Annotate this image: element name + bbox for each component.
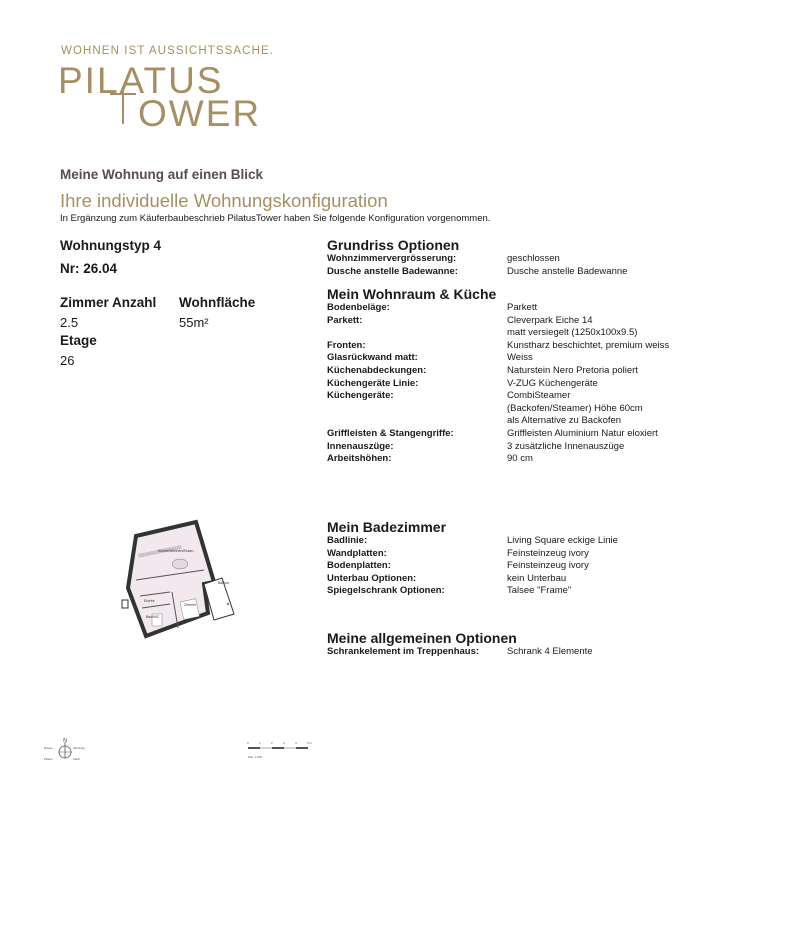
option-value (507, 585, 707, 598)
compass-sw: Pilatus (44, 757, 53, 761)
option-row (327, 340, 707, 353)
scale-tick-label: 2 (271, 741, 273, 745)
option-value (507, 378, 707, 391)
option-value-line: Talsee "Frame" (507, 585, 572, 597)
scale-label: Mst. 1:100 (248, 755, 263, 759)
option-key: Küchengeräte Linie: (327, 377, 419, 389)
option-row (327, 253, 707, 266)
option-value (507, 340, 707, 353)
option-value (507, 315, 707, 340)
logo-line-2-text: OWER (138, 93, 262, 134)
option-row (327, 573, 707, 586)
option-value-line: V-ZUG Küchengeräte (507, 377, 598, 389)
option-row (327, 378, 707, 391)
option-value (507, 560, 707, 573)
option-value (507, 390, 707, 428)
section-grundriss-title: Grundriss Optionen (327, 237, 460, 253)
area-label: Wohnfläche (179, 295, 256, 310)
option-row (327, 453, 707, 466)
option-key: Arbeitshöhen: (327, 453, 392, 465)
option-value-line: Naturstein Nero Pretoria poliert (507, 364, 638, 376)
floor-label: Etage (60, 333, 97, 348)
option-key: Glasrückwand matt: (327, 352, 418, 364)
option-value (507, 441, 707, 454)
option-row (327, 266, 707, 279)
section-allgemein-rows (327, 646, 707, 659)
room-balcony: Balkon (218, 581, 229, 585)
rooms-value: 2.5 (60, 315, 79, 330)
option-value-line: (Backofen/Steamer) Höhe 60cm (507, 402, 643, 414)
brand-logo (58, 60, 262, 134)
option-row (327, 585, 707, 598)
option-row (327, 560, 707, 573)
option-key: Küchengeräte: (327, 390, 394, 402)
intro-subheading: Ihre individuelle Wohnungskonfiguration (60, 190, 388, 211)
option-key: Bodenplatten: (327, 560, 391, 572)
option-value-line: matt versiegelt (1250x100x9.5) (507, 327, 638, 339)
option-key: Spiegelschrank Optionen: (327, 585, 445, 597)
option-value-line: als Alternative zu Backofen (507, 415, 622, 427)
unit-type: Wohnungstyp 4 (60, 238, 161, 253)
option-key: Wandplatten: (327, 547, 387, 559)
section-wohnraum-title: Mein Wohnraum & Küche (327, 286, 497, 302)
room-kitchen: Küche/Wohnen/Essen (158, 549, 194, 553)
option-value (507, 352, 707, 365)
option-value-line: CombiSteamer (507, 390, 571, 402)
compass-w: Rotsee (44, 746, 53, 750)
logo-line-1: PILATUS (58, 60, 224, 101)
option-value (507, 253, 707, 266)
option-value (507, 453, 707, 466)
scale-tick-label: 0 (247, 741, 249, 745)
logo-line-2 (58, 93, 262, 134)
option-key: Schrankelement im Treppenhaus: (327, 646, 480, 657)
option-row (327, 646, 707, 659)
option-row (327, 428, 707, 441)
option-value (507, 646, 707, 659)
option-value-line: Kunstharz beschichtet, premium weiss (507, 339, 670, 351)
section-bad-rows (327, 535, 707, 598)
option-row (327, 365, 707, 378)
scale-ticks (247, 741, 313, 745)
compass-e: Weinberg (73, 746, 85, 750)
option-value (507, 535, 707, 548)
option-key: Dusche anstelle Badewanne: (327, 265, 458, 277)
floor-value: 26 (60, 353, 75, 368)
scale-tick-label: 5 m (307, 741, 313, 745)
room-bath: Bad/WC (146, 615, 160, 619)
scale-tick-label: 3 (283, 741, 285, 745)
option-key: Griffleisten & Stangengriffe: (327, 427, 454, 439)
option-key: Unterbau Optionen: (327, 572, 417, 584)
option-value-line: kein Unterbau (507, 572, 567, 584)
brand-tagline: WOHNEN IST AUSSICHTSSACHE. (61, 45, 275, 57)
option-key: Wohnzimmervergrösserung: (327, 253, 457, 264)
section-bad-title: Mein Badezimmer (327, 519, 447, 535)
option-key: Fronten: (327, 339, 366, 351)
option-value (507, 573, 707, 586)
option-row (327, 315, 707, 340)
option-row (327, 390, 707, 428)
area-value: 55m² (179, 315, 209, 330)
option-value-line: Schrank 4 Elemente (507, 646, 593, 657)
option-value (507, 365, 707, 378)
room-entry: Entrée (144, 599, 155, 603)
option-row (327, 535, 707, 548)
option-value-line: Dusche anstelle Badewanne (507, 265, 628, 277)
option-row (327, 548, 707, 561)
unit-number: Nr: 26.04 (60, 261, 118, 276)
room-bedroom: Zimmer (184, 603, 197, 607)
section-wohnraum-rows (327, 302, 707, 466)
scale-bar (244, 738, 314, 762)
option-key: Badlinie: (327, 535, 368, 546)
option-key: Innenauszüge: (327, 440, 394, 452)
section-grundriss-rows (327, 253, 707, 278)
option-value (507, 266, 707, 279)
option-value-line: geschlossen (507, 253, 560, 264)
option-value (507, 302, 707, 315)
option-row (327, 441, 707, 454)
intro-heading: Meine Wohnung auf einen Blick (60, 167, 264, 182)
scale-tick-label: 1 (259, 741, 261, 745)
option-key: Küchenabdeckungen: (327, 364, 427, 376)
option-key: Bodenbeläge: (327, 302, 390, 313)
option-value-line: Living Square eckige Linie (507, 535, 618, 546)
option-value-line: Griffleisten Aluminium Natur eloxiert (507, 427, 658, 439)
compass-icon (42, 736, 90, 764)
option-value-line: Feinsteinzeug ivory (507, 560, 589, 572)
option-value-line: 3 zusätzliche Innenauszüge (507, 440, 625, 452)
compass-se: Stadt (73, 757, 80, 761)
option-row (327, 302, 707, 315)
section-allgemein-title: Meine allgemeinen Optionen (327, 630, 517, 646)
option-value-line: 90 cm (507, 453, 533, 465)
scale-tick-label: 4 (295, 741, 297, 745)
compass-n: N (63, 738, 67, 744)
option-value (507, 548, 707, 561)
option-value-line: Feinsteinzeug ivory (507, 547, 589, 559)
option-key: Parkett: (327, 314, 363, 326)
option-value (507, 428, 707, 441)
option-value-line: Parkett (507, 302, 538, 313)
option-value-line: Weiss (507, 352, 533, 364)
option-row (327, 352, 707, 365)
option-value-line: Cleverpark Eiche 14 (507, 314, 593, 326)
floor-plan (118, 518, 248, 650)
intro-text: In Ergänzung zum Käuferbaubeschrieb PilatusTower haben Sie folgende Konfiguration vorgenommen. (60, 213, 491, 224)
rooms-label: Zimmer Anzahl (60, 295, 157, 310)
